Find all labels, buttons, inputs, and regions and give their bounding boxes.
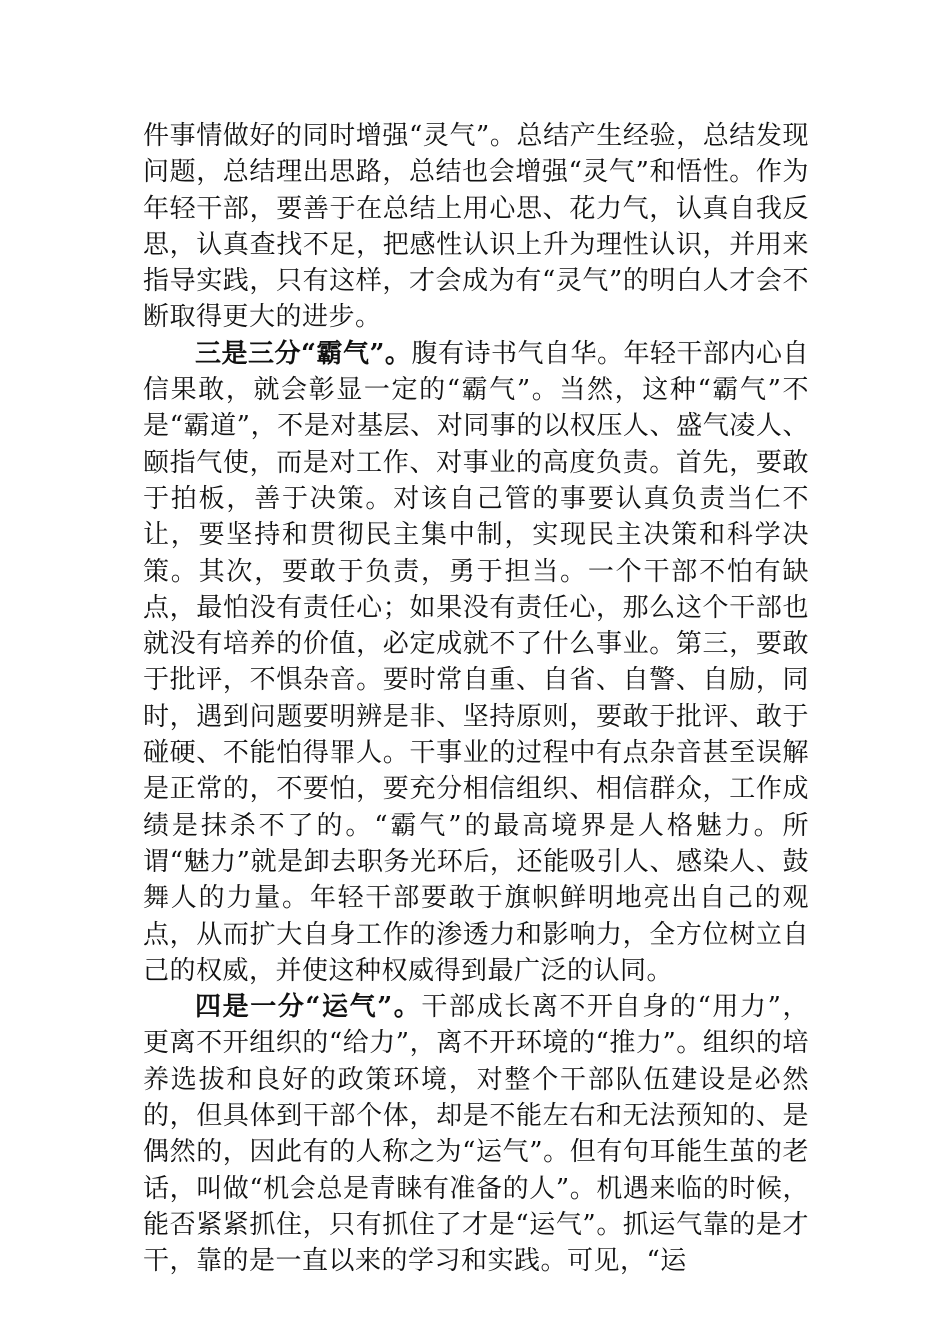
document-body	[143, 118, 809, 1280]
paragraph-text: 干部成长离不开自身的“用力”，更离不开组织的“给力”，离不开环境的“推力”。组织的培养选拔和良好的政策环境，对整个干部队伍建设是必然的，但具体到干部个体，却是不能左右和无法预知的、是偶然的，因此有的人称之为“运气”。但有句耳能生茧的老话，叫做“机会总是青睐有准备的人”。机遇来临的时候，能否紧紧抓住，只有抓住了才是“运气”。抓运气靠的是才干，靠的是一直以来的学习和实践。可见，“运	[143, 992, 809, 1277]
paragraph-lead-heading: 四是一分“运气”。	[195, 992, 422, 1023]
paragraph-text: 腹有诗书气自华。年轻干部内心自信果敢，就会彰显一定的“霸气”。当然，这种“霸气”不是“霸道”，不是对基层、对同事的以权压人、盛气凌人、颐指气使，而是对工作、对事业的高度负责。首先，要敢于拍板，善于决策。对该自己管的事要认真负责当仁不让，要坚持和贯彻民主集中制，实现民主决策和科学决策。其次，要敢于负责，勇于担当。一个干部不怕有缺点，最怕没有责任心；如果没有责任心，那么这个干部也就没有培养的价值，必定成就不了什么事业。第三，要敢于批评，不惧杂音。要时常自重、自省、自警、自励，同时，遇到问题要明辨是非、坚持原则，要敢于批评、敢于碰硬、不能怕得罪人。干事业的过程中有点杂音甚至误解是正常的，不要怕，要充分相信组织、相信群众，工作成绩是抹杀不了的。“霸气”的最高境界是人格魅力。所谓“魅力”就是卸去职务光环后，还能吸引人、感染人、鼓舞人的力量。年轻干部要敢于旗帜鲜明地亮出自己的观点，从而扩大自身工作的渗透力和影响力，全方位树立自己的权威，并使这种权威得到最广泛的认同。	[143, 338, 809, 986]
paragraph-text: 件事情做好的同时增强“灵气”。总结产生经验，总结发现问题，总结理出思路，总结也会增强“灵气”和悟性。作为年轻干部，要善于在总结上用心思、花力气，认真自我反思，认真查找不足，把感性认识上升为理性认识，并用来指导实践，只有这样，才会成为有“灵气”的明白人才会不断取得更大的进步。	[143, 121, 809, 333]
paragraph-continuation	[143, 118, 809, 336]
paragraph-three-points-domineering	[143, 336, 809, 989]
paragraph-lead-heading: 三是三分“霸气”。	[195, 338, 412, 369]
paragraph-one-point-luck	[143, 989, 809, 1279]
